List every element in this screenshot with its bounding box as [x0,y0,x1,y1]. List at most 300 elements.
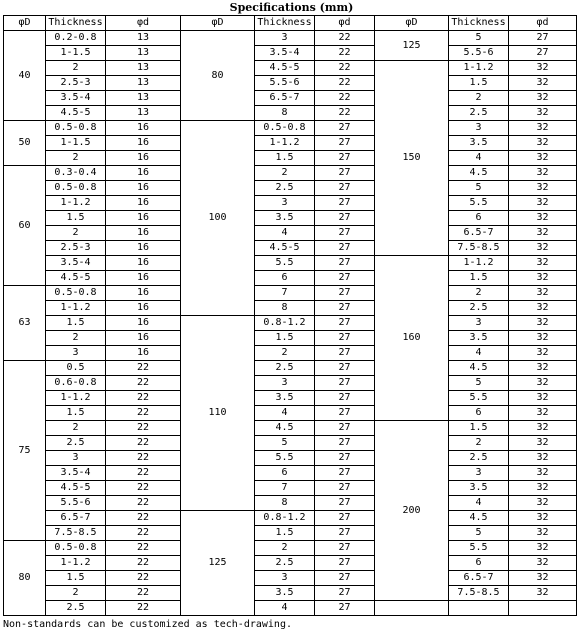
thickness-cell: 0.5 [46,361,106,376]
thickness-cell: 8 [255,106,315,121]
table-row [4,586,577,601]
thickness-cell: 5.5 [255,256,315,271]
thickness-cell: 5 [449,376,509,391]
thickness-cell: 2.5 [449,301,509,316]
inner-diameter-cell: 32 [509,451,577,466]
inner-diameter-cell: 32 [509,406,577,421]
table-row [4,181,577,196]
inner-diameter-cell: 22 [315,91,375,106]
inner-diameter-cell: 16 [106,271,181,286]
thickness-cell: 1-1.5 [46,136,106,151]
table-row [4,346,577,361]
outer-diameter-cell: 50 [4,121,46,166]
inner-diameter-cell: 22 [106,526,181,541]
table-row [4,121,577,136]
thickness-cell: 2 [46,61,106,76]
thickness-cell: 5.5 [449,196,509,211]
thickness-cell: 4.5-5 [46,481,106,496]
table-row [4,106,577,121]
thickness-cell: 3.5 [255,391,315,406]
inner-diameter-cell: 32 [509,556,577,571]
table-row [4,511,577,526]
table-row [4,241,577,256]
inner-diameter-cell: 22 [106,481,181,496]
inner-diameter-cell: 27 [315,496,375,511]
header-inner-diameter: φd [509,16,577,31]
thickness-cell: 7.5-8.5 [449,241,509,256]
thickness-cell: 4 [449,151,509,166]
inner-diameter-cell: 32 [509,286,577,301]
thickness-cell: 4.5 [449,166,509,181]
inner-diameter-cell [509,601,577,616]
table-row [4,46,577,61]
inner-diameter-cell: 32 [509,211,577,226]
thickness-cell: 2.5 [46,436,106,451]
thickness-cell: 5 [255,436,315,451]
thickness-cell: 5 [449,526,509,541]
thickness-cell: 3.5-4 [46,466,106,481]
thickness-cell: 3 [46,451,106,466]
table-row [4,376,577,391]
inner-diameter-cell: 32 [509,106,577,121]
table-row [4,406,577,421]
thickness-cell: 5.5-6 [255,76,315,91]
outer-diameter-cell: 80 [181,31,255,121]
inner-diameter-cell: 16 [106,211,181,226]
outer-diameter-cell: 40 [4,31,46,121]
inner-diameter-cell: 32 [509,331,577,346]
inner-diameter-cell: 27 [315,151,375,166]
thickness-cell: 1.5 [46,571,106,586]
inner-diameter-cell: 13 [106,106,181,121]
table-row [4,556,577,571]
table-row [4,226,577,241]
inner-diameter-cell: 27 [315,391,375,406]
inner-diameter-cell: 22 [106,496,181,511]
header-outer-diameter: φD [181,16,255,31]
inner-diameter-cell: 32 [509,196,577,211]
thickness-cell: 4 [449,496,509,511]
inner-diameter-cell: 32 [509,166,577,181]
thickness-cell: 0.8-1.2 [255,511,315,526]
thickness-cell: 1.5 [449,76,509,91]
table-row [4,211,577,226]
thickness-cell: 1-1.2 [255,136,315,151]
table-row [4,151,577,166]
table-row [4,301,577,316]
thickness-cell: 2 [46,586,106,601]
thickness-cell: 4 [255,601,315,616]
inner-diameter-cell: 27 [315,436,375,451]
inner-diameter-cell: 16 [106,316,181,331]
thickness-cell: 6 [255,271,315,286]
table-row [4,136,577,151]
thickness-cell: 1.5 [255,526,315,541]
thickness-cell: 2.5-3 [46,76,106,91]
inner-diameter-cell: 27 [315,421,375,436]
thickness-cell: 1.5 [255,151,315,166]
inner-diameter-cell: 22 [106,586,181,601]
inner-diameter-cell: 32 [509,241,577,256]
inner-diameter-cell: 22 [106,466,181,481]
table-row [4,91,577,106]
inner-diameter-cell: 27 [509,46,577,61]
inner-diameter-cell: 32 [509,526,577,541]
inner-diameter-cell: 22 [315,31,375,46]
thickness-cell: 2.5 [255,181,315,196]
outer-diameter-cell [375,601,449,616]
thickness-cell: 2.5 [255,556,315,571]
inner-diameter-cell: 27 [315,196,375,211]
inner-diameter-cell: 32 [509,466,577,481]
thickness-cell: 2 [46,421,106,436]
thickness-cell: 3 [449,316,509,331]
outer-diameter-cell: 150 [375,61,449,256]
table-row [4,286,577,301]
inner-diameter-cell: 13 [106,91,181,106]
inner-diameter-cell: 27 [315,211,375,226]
thickness-cell: 0.5-0.8 [46,181,106,196]
inner-diameter-cell: 22 [106,391,181,406]
thickness-cell: 3 [449,466,509,481]
thickness-cell: 6 [449,406,509,421]
inner-diameter-cell: 32 [509,391,577,406]
table-row [4,166,577,181]
inner-diameter-cell: 27 [315,301,375,316]
outer-diameter-cell: 200 [375,421,449,601]
inner-diameter-cell: 16 [106,196,181,211]
table-row [4,466,577,481]
inner-diameter-cell: 32 [509,571,577,586]
thickness-cell: 4 [449,346,509,361]
inner-diameter-cell: 22 [106,406,181,421]
thickness-cell: 1-1.2 [449,61,509,76]
thickness-cell: 2 [449,286,509,301]
table-row [4,31,577,46]
thickness-cell: 2 [46,226,106,241]
inner-diameter-cell: 22 [106,421,181,436]
outer-diameter-cell: 80 [4,541,46,616]
thickness-cell: 8 [255,301,315,316]
outer-diameter-cell: 63 [4,286,46,361]
inner-diameter-cell: 16 [106,346,181,361]
inner-diameter-cell: 32 [509,271,577,286]
inner-diameter-cell: 27 [315,601,375,616]
thickness-cell: 3.5 [255,586,315,601]
thickness-cell: 0.8-1.2 [255,316,315,331]
inner-diameter-cell: 27 [315,481,375,496]
inner-diameter-cell: 27 [315,466,375,481]
thickness-cell: 0.2-0.8 [46,31,106,46]
outer-diameter-cell: 100 [181,121,255,316]
inner-diameter-cell: 16 [106,181,181,196]
thickness-cell: 5.5-6 [46,496,106,511]
table-row [4,481,577,496]
table-row [4,331,577,346]
inner-diameter-cell: 27 [315,226,375,241]
thickness-cell: 2.5-3 [46,241,106,256]
table-row [4,76,577,91]
thickness-cell: 7.5-8.5 [46,526,106,541]
thickness-cell: 6.5-7 [449,571,509,586]
inner-diameter-cell: 32 [509,496,577,511]
thickness-cell: 3 [255,196,315,211]
inner-diameter-cell: 27 [315,316,375,331]
inner-diameter-cell: 32 [509,541,577,556]
thickness-cell: 5.5 [449,391,509,406]
inner-diameter-cell: 32 [509,436,577,451]
inner-diameter-cell: 16 [106,286,181,301]
inner-diameter-cell: 27 [315,241,375,256]
inner-diameter-cell: 27 [315,166,375,181]
inner-diameter-cell: 32 [509,346,577,361]
inner-diameter-cell: 16 [106,151,181,166]
thickness-cell: 5.5 [449,541,509,556]
inner-diameter-cell: 22 [106,556,181,571]
inner-diameter-cell: 22 [315,61,375,76]
inner-diameter-cell: 32 [509,361,577,376]
thickness-cell: 6.5-7 [449,226,509,241]
thickness-cell: 1-1.2 [449,256,509,271]
thickness-cell: 4.5-5 [46,271,106,286]
inner-diameter-cell: 27 [509,31,577,46]
header-inner-diameter: φd [315,16,375,31]
table-row [4,271,577,286]
inner-diameter-cell: 22 [106,541,181,556]
thickness-cell: 2 [46,331,106,346]
header-row [4,16,577,31]
table-row [4,316,577,331]
outer-diameter-cell: 125 [181,511,255,616]
inner-diameter-cell: 32 [509,586,577,601]
inner-diameter-cell: 27 [315,346,375,361]
inner-diameter-cell: 16 [106,331,181,346]
thickness-cell: 3.5 [449,481,509,496]
footer-note: Non-standards can be customized as tech-drawing. [3,619,292,630]
outer-diameter-cell: 75 [4,361,46,541]
thickness-cell: 2 [255,541,315,556]
thickness-cell: 0.5-0.8 [46,286,106,301]
outer-diameter-cell: 160 [375,256,449,421]
thickness-cell: 3.5 [255,211,315,226]
inner-diameter-cell: 32 [509,61,577,76]
inner-diameter-cell: 13 [106,31,181,46]
header-outer-diameter: φD [4,16,46,31]
thickness-cell: 3 [255,571,315,586]
inner-diameter-cell: 27 [315,586,375,601]
thickness-cell: 0.5-0.8 [255,121,315,136]
thickness-cell: 2 [255,346,315,361]
inner-diameter-cell: 32 [509,91,577,106]
thickness-cell: 5.5-6 [449,46,509,61]
header-outer-diameter: φD [375,16,449,31]
table-row [4,451,577,466]
inner-diameter-cell: 32 [509,181,577,196]
thickness-cell: 8 [255,496,315,511]
outer-diameter-cell: 125 [375,31,449,61]
table-body [4,31,577,616]
inner-diameter-cell: 27 [315,406,375,421]
inner-diameter-cell: 16 [106,301,181,316]
thickness-cell: 2 [255,166,315,181]
inner-diameter-cell: 27 [315,541,375,556]
inner-diameter-cell: 16 [106,136,181,151]
table-row [4,571,577,586]
thickness-cell: 0.5-0.8 [46,541,106,556]
inner-diameter-cell: 27 [315,361,375,376]
inner-diameter-cell: 32 [509,301,577,316]
inner-diameter-cell: 16 [106,241,181,256]
inner-diameter-cell: 27 [315,331,375,346]
thickness-cell: 4.5 [449,511,509,526]
inner-diameter-cell: 22 [315,76,375,91]
thickness-cell: 7 [255,286,315,301]
header-thickness: Thickness [255,16,315,31]
inner-diameter-cell: 22 [106,451,181,466]
thickness-cell: 3 [449,121,509,136]
inner-diameter-cell: 32 [509,481,577,496]
thickness-cell: 1-1.2 [46,556,106,571]
inner-diameter-cell: 32 [509,151,577,166]
thickness-cell: 4.5-5 [255,241,315,256]
thickness-cell: 7 [255,481,315,496]
thickness-cell: 6 [449,556,509,571]
thickness-cell: 2.5 [46,601,106,616]
inner-diameter-cell: 22 [106,436,181,451]
thickness-cell: 1.5 [449,421,509,436]
table-title: Specifications (mm) [229,1,354,14]
table-row [4,496,577,511]
table-row [4,361,577,376]
inner-diameter-cell: 27 [315,136,375,151]
inner-diameter-cell: 16 [106,226,181,241]
thickness-cell: 6 [255,466,315,481]
thickness-cell: 1-1.2 [46,391,106,406]
thickness-cell: 3.5 [449,331,509,346]
thickness-cell: 3.5 [449,136,509,151]
inner-diameter-cell: 32 [509,421,577,436]
table-row [4,391,577,406]
inner-diameter-cell: 32 [509,256,577,271]
thickness-cell: 6 [449,211,509,226]
thickness-cell: 1.5 [46,316,106,331]
thickness-cell: 4.5-5 [46,106,106,121]
outer-diameter-cell: 110 [181,316,255,511]
inner-diameter-cell: 27 [315,256,375,271]
thickness-cell: 2 [449,436,509,451]
thickness-cell: 5 [449,31,509,46]
thickness-cell: 4.5 [449,361,509,376]
inner-diameter-cell: 13 [106,76,181,91]
thickness-cell: 2.5 [255,361,315,376]
thickness-cell: 5 [449,181,509,196]
header-thickness: Thickness [46,16,106,31]
inner-diameter-cell: 16 [106,166,181,181]
thickness-cell: 5.5 [255,451,315,466]
inner-diameter-cell: 27 [315,376,375,391]
inner-diameter-cell: 27 [315,286,375,301]
thickness-cell [449,601,509,616]
inner-diameter-cell: 27 [315,556,375,571]
thickness-cell: 4.5 [255,421,315,436]
table-row [4,421,577,436]
inner-diameter-cell: 27 [315,121,375,136]
thickness-cell: 4.5-5 [255,61,315,76]
thickness-cell: 3.5-4 [255,46,315,61]
thickness-cell: 0.5-0.8 [46,121,106,136]
thickness-cell: 7.5-8.5 [449,586,509,601]
inner-diameter-cell: 16 [106,121,181,136]
inner-diameter-cell: 13 [106,46,181,61]
inner-diameter-cell: 32 [509,121,577,136]
inner-diameter-cell: 32 [509,376,577,391]
inner-diameter-cell: 27 [315,181,375,196]
thickness-cell: 1-1.2 [46,196,106,211]
thickness-cell: 0.6-0.8 [46,376,106,391]
thickness-cell: 1.5 [46,211,106,226]
inner-diameter-cell: 32 [509,511,577,526]
inner-diameter-cell: 27 [315,451,375,466]
inner-diameter-cell: 27 [315,511,375,526]
thickness-cell: 1-1.2 [46,301,106,316]
inner-diameter-cell: 27 [315,526,375,541]
thickness-cell: 2.5 [449,451,509,466]
thickness-cell: 1.5 [255,331,315,346]
thickness-cell: 6.5-7 [46,511,106,526]
thickness-cell: 1-1.5 [46,46,106,61]
thickness-cell: 3 [255,31,315,46]
table-row [4,436,577,451]
outer-diameter-cell: 60 [4,166,46,286]
header-inner-diameter: φd [106,16,181,31]
header-thickness: Thickness [449,16,509,31]
inner-diameter-cell: 22 [106,601,181,616]
thickness-cell: 1.5 [46,406,106,421]
thickness-cell: 4 [255,226,315,241]
inner-diameter-cell: 32 [509,76,577,91]
inner-diameter-cell: 22 [106,361,181,376]
table-row [4,601,577,616]
inner-diameter-cell: 22 [106,376,181,391]
specifications-table [3,15,577,616]
thickness-cell: 4 [255,406,315,421]
thickness-cell: 3.5-4 [46,256,106,271]
table-row [4,541,577,556]
inner-diameter-cell: 22 [315,106,375,121]
thickness-cell: 2 [46,151,106,166]
inner-diameter-cell: 27 [315,271,375,286]
thickness-cell: 1.5 [449,271,509,286]
inner-diameter-cell: 27 [315,571,375,586]
inner-diameter-cell: 13 [106,61,181,76]
table-row [4,256,577,271]
inner-diameter-cell: 22 [106,511,181,526]
table-row [4,196,577,211]
thickness-cell: 3 [255,376,315,391]
table-row [4,526,577,541]
inner-diameter-cell: 32 [509,136,577,151]
thickness-cell: 0.3-0.4 [46,166,106,181]
table-row [4,61,577,76]
thickness-cell: 2.5 [449,106,509,121]
inner-diameter-cell: 32 [509,226,577,241]
thickness-cell: 2 [449,91,509,106]
inner-diameter-cell: 16 [106,256,181,271]
thickness-cell: 6.5-7 [255,91,315,106]
thickness-cell: 3 [46,346,106,361]
thickness-cell: 3.5-4 [46,91,106,106]
inner-diameter-cell: 32 [509,316,577,331]
